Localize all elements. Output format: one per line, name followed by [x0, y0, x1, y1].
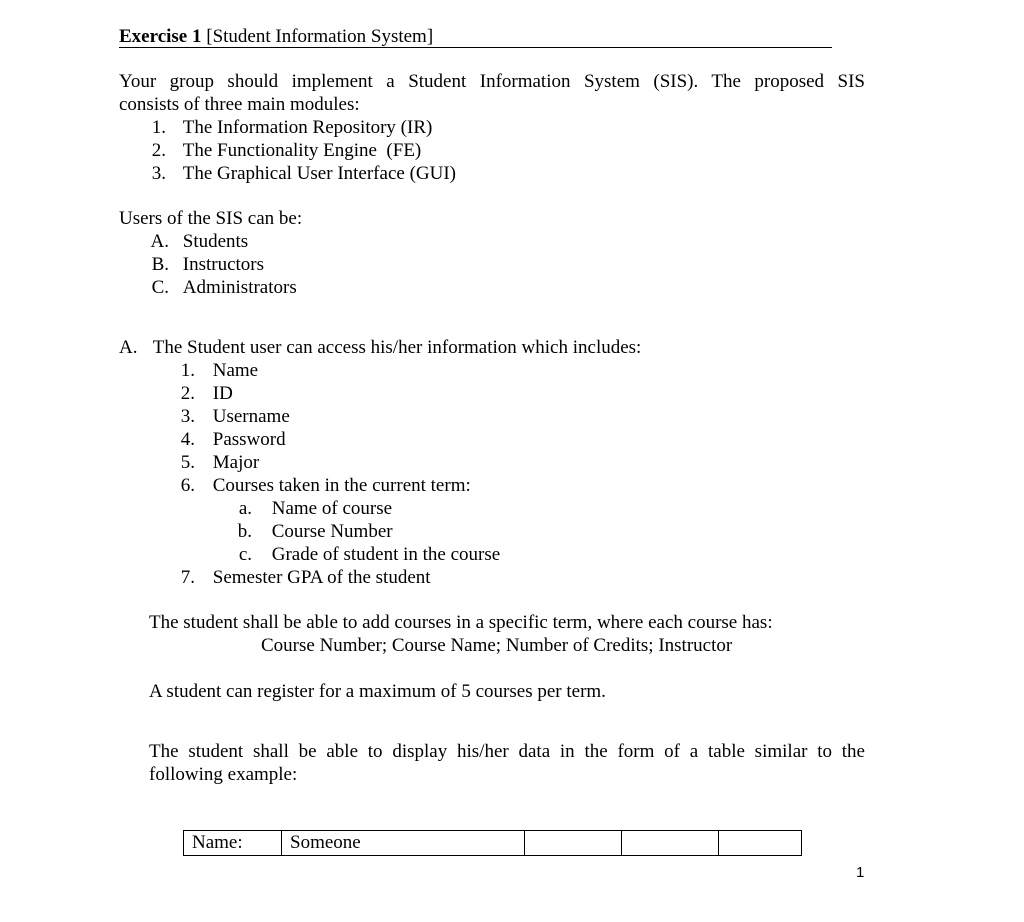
empty-cell [622, 831, 719, 856]
info-text: Name [212, 360, 259, 381]
section-lead-text: The Student user can access his/her information which includes: [152, 337, 642, 358]
exercise-heading [119, 25, 832, 48]
module-item [149, 116, 432, 139]
info-text: Semester GPA of the student [212, 567, 431, 588]
info-item [178, 566, 431, 589]
max-courses-text: A student can register for a maximum of 5 courses per term. [149, 681, 606, 702]
subitem-text: Course Number [271, 521, 393, 542]
user-item [149, 230, 248, 253]
info-number: 2. [180, 383, 195, 404]
empty-cell [525, 831, 622, 856]
info-item [178, 405, 290, 428]
module-number: 2. [151, 140, 166, 161]
module-number: 1. [151, 117, 166, 138]
module-text: The Information Repository (IR) [182, 117, 433, 138]
info-item [178, 451, 259, 474]
info-number: 3. [180, 406, 195, 427]
example-table [183, 830, 802, 856]
module-number: 3. [151, 163, 166, 184]
user-letter: C. [151, 277, 169, 298]
user-letter: B. [151, 254, 169, 275]
user-letter: A. [150, 231, 169, 252]
info-text: ID [212, 383, 233, 404]
users-lead: Users of the SIS can be: [119, 208, 303, 229]
info-text: Password [212, 429, 286, 450]
course-fields-text: Course Number; Course Name; Number of Credits; Instructor [261, 635, 733, 656]
user-item [149, 276, 297, 299]
name-label-cell: Name: [184, 831, 282, 856]
subitem-letter: b. [237, 521, 252, 542]
info-item [178, 382, 233, 405]
subitem-text: Name of course [271, 498, 393, 519]
info-number: 7. [180, 567, 195, 588]
module-text: The Functionality Engine (FE) [182, 140, 422, 161]
user-item [149, 253, 264, 276]
course-subitem [237, 520, 393, 543]
course-subitem [237, 543, 500, 566]
intro-line-2: consists of three main modules: [119, 94, 360, 115]
subitem-letter: c. [238, 544, 252, 565]
info-number: 6. [180, 475, 195, 496]
exercise-number: Exercise 1 [119, 26, 202, 47]
page-number: 1 [856, 864, 865, 881]
info-item [178, 474, 471, 497]
info-text: Courses taken in the current term: [212, 475, 471, 496]
info-number: 1. [180, 360, 195, 381]
empty-cell [719, 831, 802, 856]
module-item [149, 162, 456, 185]
info-text: Username [212, 406, 290, 427]
display-line-1: The student shall be able to display his/her data in the form of a table similar to the [149, 741, 865, 762]
user-text: Instructors [182, 254, 265, 275]
table-row [184, 831, 802, 856]
subitem-text: Grade of student in the course [271, 544, 501, 565]
info-number: 4. [180, 429, 195, 450]
info-text: Major [212, 452, 260, 473]
section-letter: A. [119, 337, 138, 358]
module-item [149, 139, 421, 162]
exercise-title: [Student Information System] [206, 26, 434, 47]
info-item [178, 428, 286, 451]
course-subitem [237, 497, 392, 520]
name-value-cell: Someone [282, 831, 525, 856]
add-courses-text: The student shall be able to add courses in a specific term, where each course has: [149, 612, 773, 633]
info-item [178, 359, 258, 382]
display-line-2: following example: [149, 764, 298, 785]
subitem-letter: a. [238, 498, 252, 519]
user-text: Students [182, 231, 249, 252]
intro-line-1: Your group should implement a Student Information System (SIS). The proposed SIS [119, 71, 865, 92]
info-number: 5. [180, 452, 195, 473]
user-text: Administrators [182, 277, 297, 298]
student-section-lead [119, 336, 641, 359]
module-text: The Graphical User Interface (GUI) [182, 163, 456, 184]
